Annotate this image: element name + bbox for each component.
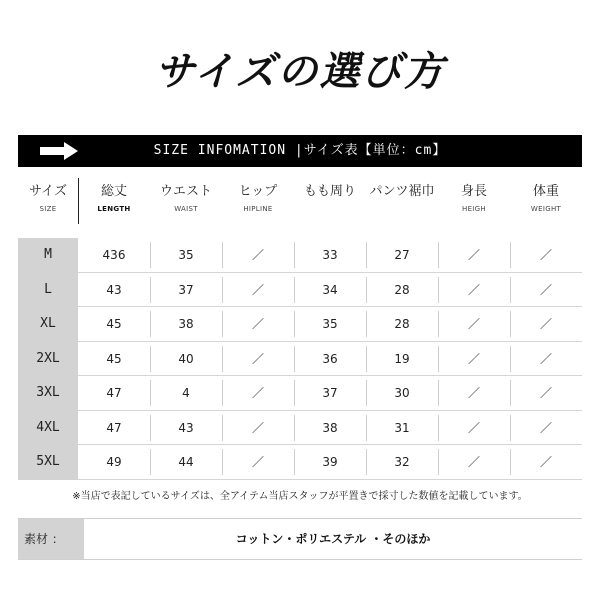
height-value: ／: [438, 307, 510, 342]
height-value: ／: [438, 411, 510, 446]
thigh-value: 38: [294, 411, 366, 446]
height-value: ／: [438, 342, 510, 377]
weight-value: ／: [510, 445, 582, 480]
hem-value: 19: [366, 342, 438, 377]
page-title: サイズの選び方: [154, 49, 446, 95]
hem-value: 32: [366, 445, 438, 480]
waist-value: 43: [150, 411, 222, 446]
hip-value: ／: [222, 376, 294, 411]
material-row: [18, 518, 582, 560]
header-weight: 体重 WEIGHT: [530, 184, 562, 213]
table-row: [18, 342, 582, 377]
height-value: ／: [438, 445, 510, 480]
hip-value: ／: [222, 445, 294, 480]
header-hem-width: パンツ裾巾: [369, 184, 435, 199]
header-hip: ヒップ HIPLINE: [238, 184, 278, 213]
length-value: 47: [106, 420, 122, 435]
waist-value: 4: [150, 376, 222, 411]
hip-value: ／: [222, 238, 294, 273]
weight-value: ／: [510, 342, 582, 377]
thigh-value: 36: [294, 342, 366, 377]
thigh-value: 35: [294, 307, 366, 342]
size-label: 3XL: [18, 376, 78, 411]
header-waist: ウエスト WAIST: [159, 184, 212, 213]
weight-value: ／: [510, 238, 582, 273]
hip-value: ／: [222, 342, 294, 377]
material-value: コットン・ポリエステル ・そのほか: [235, 532, 431, 546]
table-row: [18, 445, 582, 480]
weight-value: ／: [510, 273, 582, 308]
length-value: 436: [102, 248, 126, 262]
length-value: 45: [106, 317, 122, 331]
height-value: ／: [438, 238, 510, 273]
table-row: [18, 238, 582, 273]
material-label: 素材 ：: [18, 519, 84, 559]
hem-value: 28: [366, 273, 438, 308]
thigh-value: 39: [294, 445, 366, 480]
weight-value: ／: [510, 307, 582, 342]
waist-value: 38: [150, 307, 222, 342]
table-row: [18, 376, 582, 411]
waist-value: 44: [150, 445, 222, 480]
header-size: サイズ SIZE: [29, 184, 67, 213]
size-label: XL: [18, 307, 78, 342]
length-value: 45: [106, 351, 122, 366]
hip-value: ／: [222, 273, 294, 308]
table-row: [18, 307, 582, 342]
header-thigh: もも周り: [303, 184, 356, 199]
waist-value: 37: [150, 273, 222, 308]
table-row: [18, 273, 582, 308]
height-value: ／: [438, 376, 510, 411]
size-info-banner: [18, 135, 582, 167]
thigh-value: 33: [294, 238, 366, 273]
waist-value: 35: [150, 238, 222, 273]
size-label: M: [18, 238, 78, 273]
size-label: 5XL: [18, 445, 78, 480]
table-row: [18, 411, 582, 446]
length-value: 49: [106, 455, 122, 469]
hem-value: 30: [366, 376, 438, 411]
length-value: 47: [106, 386, 122, 400]
hip-value: ／: [222, 411, 294, 446]
size-label: 2XL: [18, 342, 78, 377]
size-table: [18, 238, 582, 480]
hip-value: ／: [222, 307, 294, 342]
weight-value: ／: [510, 376, 582, 411]
thigh-value: 37: [294, 376, 366, 411]
weight-value: ／: [510, 411, 582, 446]
hem-value: 31: [366, 411, 438, 446]
header-length: 総丈 LENGTH: [78, 178, 150, 224]
height-value: ／: [438, 273, 510, 308]
header-height: 身長 HEIGH: [460, 184, 487, 213]
thigh-value: 34: [294, 273, 366, 308]
hem-value: 27: [366, 238, 438, 273]
waist-value: 40: [150, 342, 222, 377]
table-header: [18, 178, 582, 224]
size-label: 4XL: [18, 411, 78, 446]
length-value: 43: [106, 282, 122, 297]
hem-value: 28: [366, 307, 438, 342]
size-label: L: [18, 273, 78, 308]
banner-text: SIZE INFOMATION |サイズ表【単位：cm】: [153, 143, 447, 158]
measurement-note: ※当店で表記しているサイズは、全アイテム当店スタッフが平置きで採寸した数値を記載しています。: [72, 491, 528, 502]
